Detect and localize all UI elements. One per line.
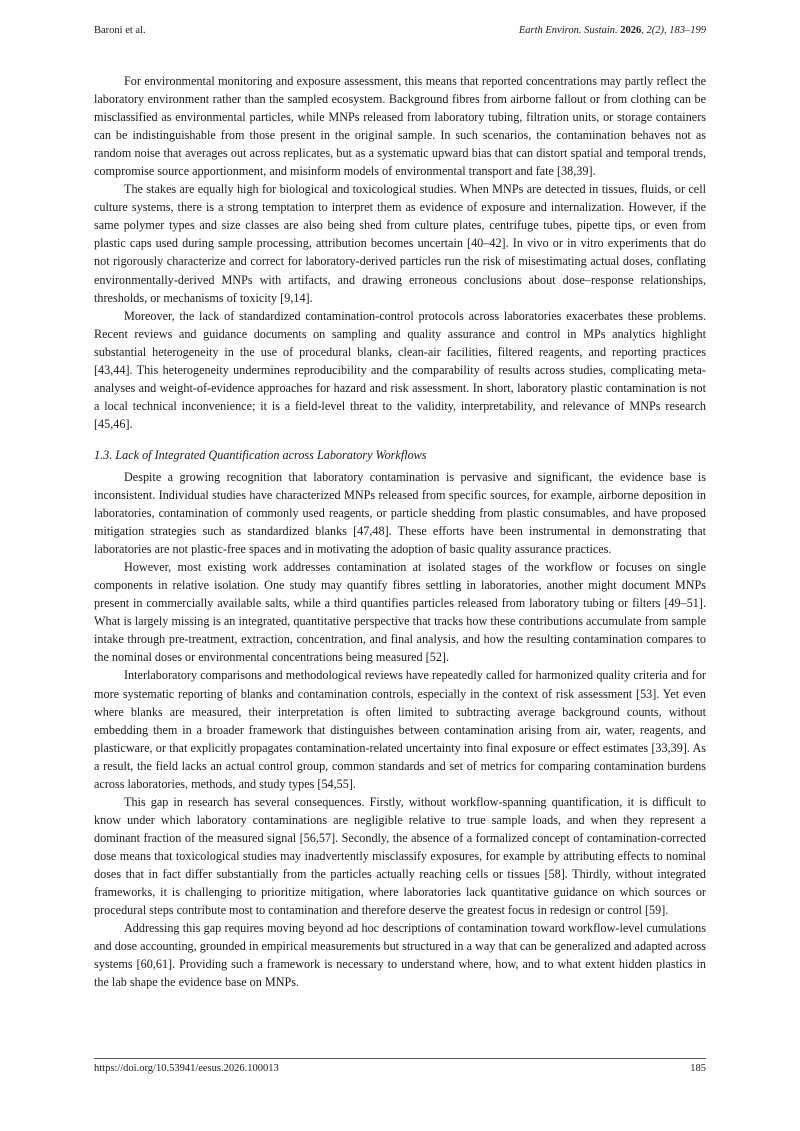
body-paragraph: Moreover, the lack of standardized contamination-control protocols across laboratories exacerbates these problems. Recent reviews and guidance documents on sampling and quality assurance and control in MPs analytics highlight substantial heterogeneity in the use of procedural blanks, clean-air facilities, filtered reagents, and reporting practices [43,44]. This heterogeneity undermines reproducibility and the comparability of results across studies, complicating meta-analyses and weight-of-evidence approaches for hazard and risk assessment. In short, laboratory plastic contamination is not a local technical inconvenience; it is a field-level threat to the validity, interpretability, and relevance of MNPs research [45,46]. [94,308,706,431]
journal-year: 2026 [620,25,642,36]
article-body [94,72,706,991]
body-paragraph: However, most existing work addresses contamination at isolated stages of the workflow or focuses on single components in relative isolation. One study may quantify fibres settling in laboratories, another might document MNPs present in commercially available salts, while a third quantifies particles released from laboratory tubing or filters [49–51]. What is largely missing is an integrated, quantitative perspective that tracks how these contributions accumulate from sample intake through pre-treatment, extraction, concentration, and final analysis, and how the resulting contamination compares to the nominal doses or environmental concentrations being measured [52]. [94,560,706,665]
body-paragraph: Despite a growing recognition that laboratory contamination is pervasive and significant, the evidence base is inconsistent. Individual studies have characterized MNPs released from specific sources, for example, airborne deposition in laboratories, contamination of commonly used reagents, or particle shedding from plastic consumables, and have proposed mitigation strategies such as standardized blanks [47,48]. These efforts have been instrumental in demonstrating that laboratories are not plastic-free spaces and in motivating the adoption of basic quality assurance practices. [94,469,706,557]
header-authors: Baroni et al. [94,25,146,36]
journal-volume-pages: , 2(2), 183–199 [641,25,706,36]
header-citation [519,24,706,38]
body-paragraph: Interlaboratory comparisons and methodological reviews have repeatedly called for harmonized quality criteria and for more systematic reporting of blanks and contamination controls, especially in the context of risk assessment [53]. Yet even where blanks are measured, their interpretation is often limited to subtracting average background counts, without embedding them in a broader framework that distinguishes between contamination arising from air, water, reagents, and plasticware, or that explicitly propagates contamination-related uncertainty into final exposure or effect estimates [33,39]. As a result, the field lacks an actual control group, common standards and set of metrics for comparing contamination burdens across laboratories, methods, and study types [54,55]. [94,668,706,791]
section-heading: 1.3. Lack of Integrated Quantification across Laboratory Workflows [94,447,427,462]
doi-link[interactable]: https://doi.org/10.53941/eesus.2026.100013 [94,1063,279,1074]
running-header [94,24,706,38]
body-paragraph: This gap in research has several consequences. Firstly, without workflow-spanning quantification, it is difficult to know under which laboratory contaminations are negligible relative to true sample loads, and when they represent a dominant fraction of the measured signal [56,57]. Secondly, the absence of a formalized concept of contamination-corrected dose means that toxicological studies may inadvertently misclassify exposures, for example by attributing effects to nominal doses that in fact differ substantially from the particles actually reaching cells or tissues [58]. Thirdly, without integrated frameworks, it is challenging to prioritize mitigation, where laboratories lack quantitative guidance on which sources or procedural steps contribute most to contamination and therefore deserve the greatest focus in redesign or control [59]. [94,794,706,918]
page-footer [94,1062,706,1076]
page-number: 185 [690,1063,706,1074]
body-paragraph: Addressing this gap requires moving beyond ad hoc descriptions of contamination toward workflow-level cumulations and dose accounting, grounded in empirical measurements but structured in a way that can be generalized and adapted across systems [60,61]. Providing such a framework is necessary to understand where, how, and to what extent hidden plastics in the lab shape the evidence base on MNPs. [94,921,706,990]
footer-divider [94,1058,706,1059]
journal-name: Earth Environ. Sustain. [518,25,618,36]
body-paragraph: For environmental monitoring and exposure assessment, this means that reported concentrations may partly reflect the laboratory environment rather than the sampled ecosystem. Background fibres from airborne fallout or from clothing can be misclassified as environmental particles, while MNPs released from laboratory tubing, filtration units, or storage containers can be indistinguishable from those present in the original sample. In such scenarios, the contamination behaves not as random noise that averages out across replicates, but as a systematic upward bias that can distort spatial and temporal trends, compromise source apportionment, and misinform models of environmental transport and fate [38,39]. [94,74,706,179]
body-paragraph: The stakes are equally high for biological and toxicological studies. When MNPs are detected in tissues, fluids, or cell culture systems, there is a strong temptation to interpret them as evidence of exposure and internalization. However, if the same polymer types and size classes are also being shed from culture plates, centrifuge tubes, pipette tips, or even from plastic caps used during sample processing, attribution becomes uncertain [40–42]. In vivo or in vitro experiments that do not rigorously characterize and correct for laboratory-derived particles run the risk of misestimating actual doses, conflating environmentally-derived MNPs with artifacts, and drawing erroneous conclusions about dose–response relationships, thresholds, or mechanisms of toxicity [9,14]. [94,182,706,305]
